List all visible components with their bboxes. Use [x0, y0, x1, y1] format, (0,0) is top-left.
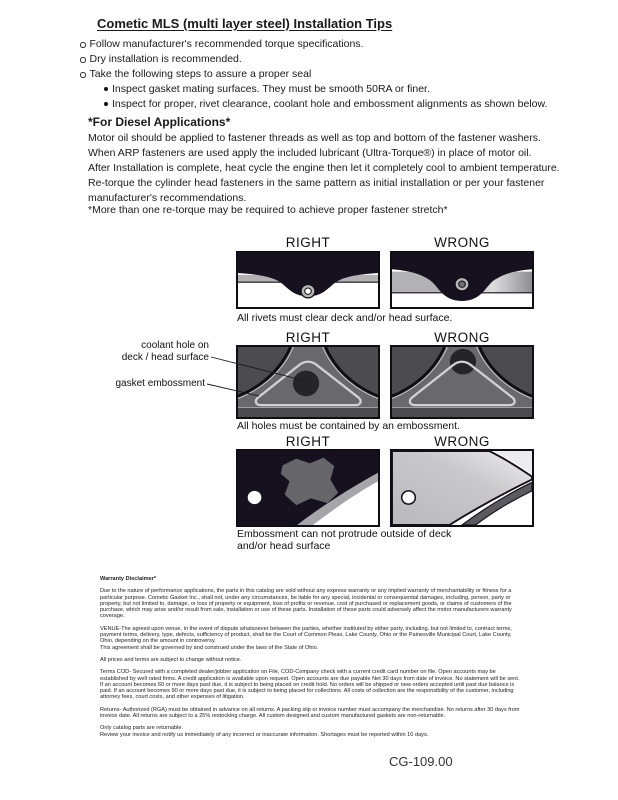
- rivet-touch-illustration: [392, 253, 532, 307]
- hole-outside-illustration: [392, 347, 532, 417]
- protrusion-right-diagram: [236, 449, 380, 527]
- warranty-disclaimer: [100, 576, 520, 744]
- wrong-label-row1: WRONG: [434, 235, 490, 250]
- embossment-inside-illustration: [238, 451, 378, 525]
- diesel-paragraph-2: After Installation is complete, heat cycle the engine then let it completely cool to ambient temperature. Re-torque the cylinder head fasteners in the same pattern as initial installation or per your fastener manufacturer's recommendations.: [88, 162, 560, 204]
- gasket-embossment-label: gasket embossment: [115, 378, 205, 389]
- disclaimer-paragraph: Returns- Authorized (RGA) must be obtained in advance on all returns. A packing slip or invoice number must accompany the merchandise. No returns after 30 days from invoice date. All returns are subject to a 25% restocking charge. All custom designed and custom manufactured gaskets are non-returnable.: [100, 706, 520, 720]
- wrong-label-row3: WRONG: [434, 434, 490, 449]
- disclaimer-paragraph: VENUE-The agreed upon venue, in the event of dispute whatsoever between the parties, whether instituted by either party, including, but not limited to, contract terms, payment terms, delivery, type, defects, sufficiency of product, shall be the Court of Common Pleas, Lake County, Ohio or the Painesville Municipal Court, Lake County, Ohio, depending on the amount in controversy.: [100, 625, 512, 645]
- list-item-text: Take the following steps to assure a proper seal: [89, 68, 312, 80]
- disclaimer-paragraph: All prices and terms are subject to change without notice.: [100, 656, 242, 663]
- list-item-text: Dry installation is recommended.: [89, 53, 242, 65]
- coolant-hole-label-line1: coolant hole on: [141, 340, 209, 351]
- sub-list-item: [104, 97, 560, 112]
- list-item: [80, 67, 560, 82]
- diesel-paragraph-3: *More than one re-torque may be required to achieve proper fastener stretch*: [88, 204, 448, 216]
- disclaimer-paragraph: Terms COD- Secured with a completed dealer/jobber application on File, COD-Company check with a current credit card number on file. Open accounts may be established by well rated firms. A credit application is available upon request. Open accounts are due payable Net 30 days from date of invoice. No statement will be sent. If an account becomes 60 or more days past due, it is subject to being placed on credit hold. No orders will be shipped or new orders accepted until past due balance is paid. If an account becomes 90 or more days past due, it is subject to being placed for collections. All costs of collection are the responsibility of the customer, including attorney fees, court costs, and other expenses of litigation.: [100, 669, 520, 701]
- diesel-heading: *For Diesel Applications*: [88, 115, 231, 129]
- filled-bullet-icon: [104, 87, 108, 91]
- protrusion-wrong-diagram: [390, 449, 534, 527]
- right-label-row3: RIGHT: [285, 434, 331, 449]
- disclaimer-paragraph: Due to the nature of performance applications, the parts in this catalog are sold without any express warranty or any implied warranty of merchantability or fitness for a particular purpose. Cometic Gasket Inc., shall not, under any circumstances, be liable for any special, incidental or consequential damages, including, person, party or property, but not limited to, damage, or loss of property or equipment, loss of profits or revenue, cost of purchased or replacement goods, or claims of customers of the purchase, which may arise and/or result from sale, installation or use of these parts. Installation of these parts could adversely affect the motor manufacturers warranty coverage.: [100, 588, 512, 620]
- rivet-clear-illustration: [238, 253, 378, 307]
- embossment-protruding-illustration: [392, 451, 532, 525]
- row1-caption: All rivets must clear deck and/or head surface.: [237, 312, 453, 324]
- open-bullet-icon: [80, 72, 86, 78]
- filled-bullet-icon: [104, 102, 108, 106]
- embossment-wrong-diagram: [390, 345, 534, 419]
- open-bullet-icon: [80, 57, 86, 63]
- rivet-right-diagram: [236, 251, 380, 309]
- diesel-paragraph-1: Motor oil should be applied to fastener threads as well as top and bottom of the fastener washers. When ARP fasteners are used apply the included lubricant (Ultra-Torque®) in place of motor oil.: [88, 132, 541, 159]
- list-item-text: Inspect gasket mating surfaces. They must be smooth 50RA or finer.: [112, 83, 430, 95]
- hole-contained-illustration: [238, 347, 378, 417]
- right-label-row1: RIGHT: [285, 235, 331, 250]
- embossment-right-diagram: [236, 345, 380, 419]
- coolant-hole-label: [112, 340, 209, 363]
- row2-caption: All holes must be contained by an embossment.: [237, 420, 460, 432]
- row3-caption: Embossment can not protrude outside of deck and/or head surface: [237, 528, 452, 552]
- sub-list-item: [104, 82, 560, 97]
- page-title: Cometic MLS (multi layer steel) Installation Tips: [97, 16, 393, 31]
- disclaimer-paragraph: This agreement shall be governed by and construed under the laws of the State of Ohio.: [100, 644, 319, 651]
- list-item-text: Follow manufacturer's recommended torque specifications.: [89, 38, 364, 50]
- open-bullet-icon: [80, 42, 86, 48]
- disclaimer-paragraph: Review your invoice and notify us immediately of any incorrect or inaccurate information. Shortages must be reported within 10 days.: [100, 731, 429, 738]
- coolant-hole-label-line2: deck / head surface: [121, 351, 209, 363]
- tips-list: [80, 37, 560, 112]
- right-label-row2: RIGHT: [285, 330, 331, 345]
- rivet-wrong-diagram: [390, 251, 534, 309]
- list-item-text: Inspect for proper, rivet clearance, coolant hole and embossment alignments as shown below.: [112, 98, 548, 110]
- page-code: CG-109.00: [389, 754, 453, 769]
- disclaimer-heading: Warranty Disclaimer*: [100, 576, 157, 582]
- disclaimer-paragraph: Only catalog parts are returnable.: [100, 725, 184, 732]
- list-item: [80, 37, 560, 52]
- list-item: [80, 52, 560, 67]
- wrong-label-row2: WRONG: [434, 330, 490, 345]
